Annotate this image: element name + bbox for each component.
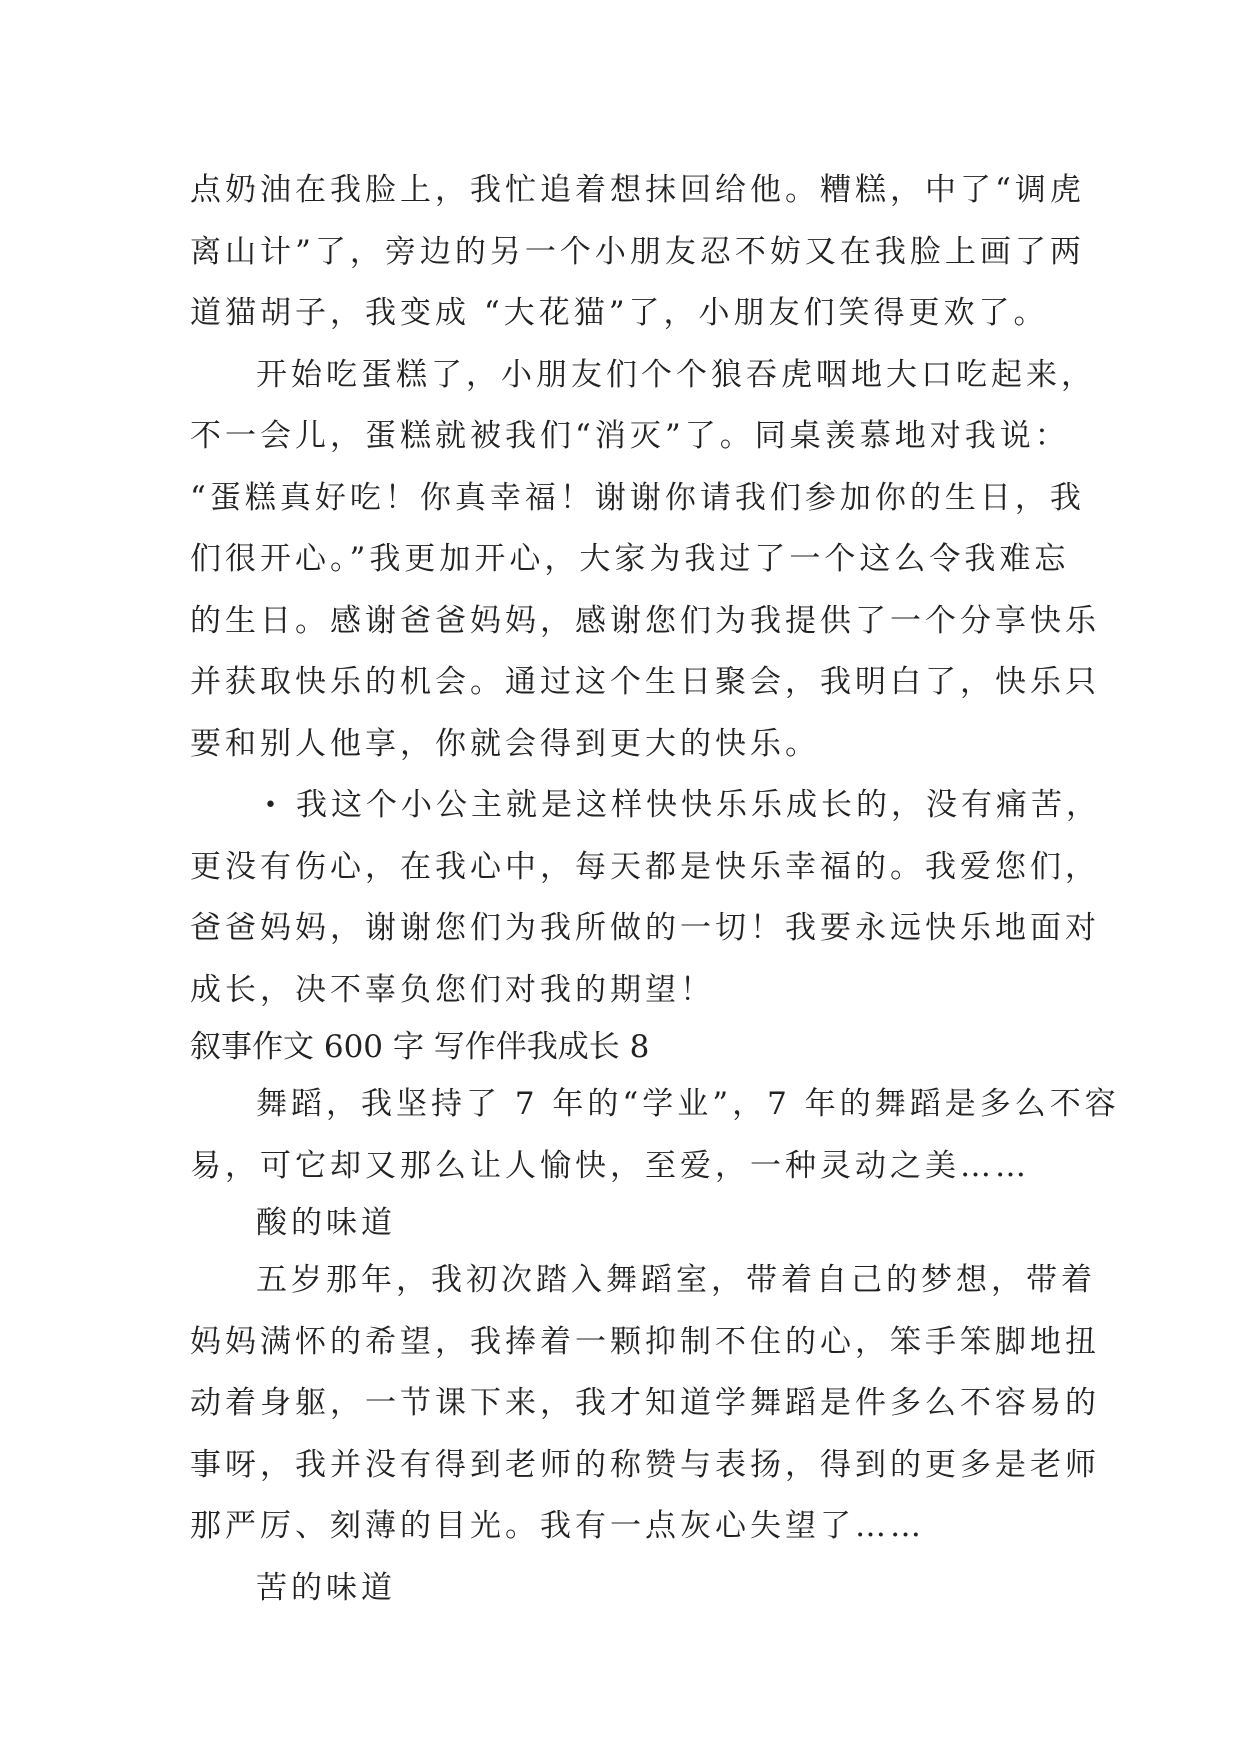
text-line: 的生日。感谢爸爸妈妈，感谢您们为我提供了一个分享快乐 [190, 602, 1100, 639]
text-line: 舞蹈，我坚持了 7 年的“学业”，7 年的舞蹈是多么不容 [256, 1086, 1120, 1122]
text-line: 爸爸妈妈，谢谢您们为我所做的一切！我要永远快乐地面对 [190, 910, 1100, 946]
bullet-line [190, 775, 1101, 837]
text-line: 动着身躯，一节课下来，我才知道学舞蹈是件多么不容易的 [190, 1385, 1100, 1421]
document-page [190, 160, 1120, 1619]
essay-heading: 叙事作文 600 字 写作伴我成长 8 [190, 1029, 650, 1065]
text-line: 那严厉、刻薄的目光。我有一点灰心失望了…… [190, 1508, 925, 1544]
text-line: 开始吃蛋糕了，小朋友们个个狼吞虎咽地大口吃起来， [256, 356, 1096, 393]
paragraph-cake-cream [190, 160, 1085, 345]
paragraph-five-years-old [190, 1250, 1100, 1558]
text-line: 要和别人他享，你就会得到更大的快乐。 [190, 725, 820, 762]
text-line: 五岁那年，我初次踏入舞蹈室，带着自己的梦想，带着 [256, 1262, 1096, 1298]
text-line: 离山计”了，旁边的另一个小朋友忍不妨又在我脸上画了两 [190, 233, 1085, 270]
paragraph-eating-cake [190, 345, 1100, 776]
text-line: 事呀，我并没有得到老师的称赞与表扬，得到的更多是老师 [190, 1446, 1100, 1483]
text-line: 妈妈满怀的希望，我捧着一颗抑制不住的心，笨手笨脚地扭 [190, 1323, 1100, 1360]
paragraph-little-princess [190, 775, 1101, 1021]
section-heading-sour: 酸的味道 [256, 1205, 396, 1241]
text-line: 并获取快乐的机会。通过这个生日聚会，我明白了，快乐只 [190, 664, 1100, 700]
text-line: 成长，决不辜负您们对我的期望！ [190, 971, 715, 1008]
bullet-icon: • [264, 793, 281, 818]
text-line: 更没有伤心，在我心中，每天都是快乐幸福的。我爱您们， [190, 848, 1100, 885]
text-line: 们很开心。”我更加开心，大家为我过了一个这么令我难忘 [190, 541, 1070, 577]
section-heading-bitter: 苦的味道 [256, 1569, 396, 1606]
text-line: 我这个小公主就是这样快快乐乐成长的，没有痛苦， [296, 787, 1101, 823]
text-line: 不一会儿，蛋糕就被我们“消灭”了。同桌羡慕地对我说： [190, 418, 1070, 454]
text-line: 点奶油在我脸上，我忙追着想抹回给他。糟糕，中了“调虎 [190, 172, 1085, 208]
text-line: 易，可它却又那么让人愉快，至爱，一种灵动之美…… [190, 1147, 1030, 1184]
paragraph-dance-intro [190, 1074, 1120, 1197]
text-line: 道猫胡子，我变成 “大花猫”了，小朋友们笑得更欢了。 [190, 295, 1049, 331]
text-line: “蛋糕真好吃！你真幸福！谢谢你请我们参加你的生日，我 [190, 479, 1085, 516]
